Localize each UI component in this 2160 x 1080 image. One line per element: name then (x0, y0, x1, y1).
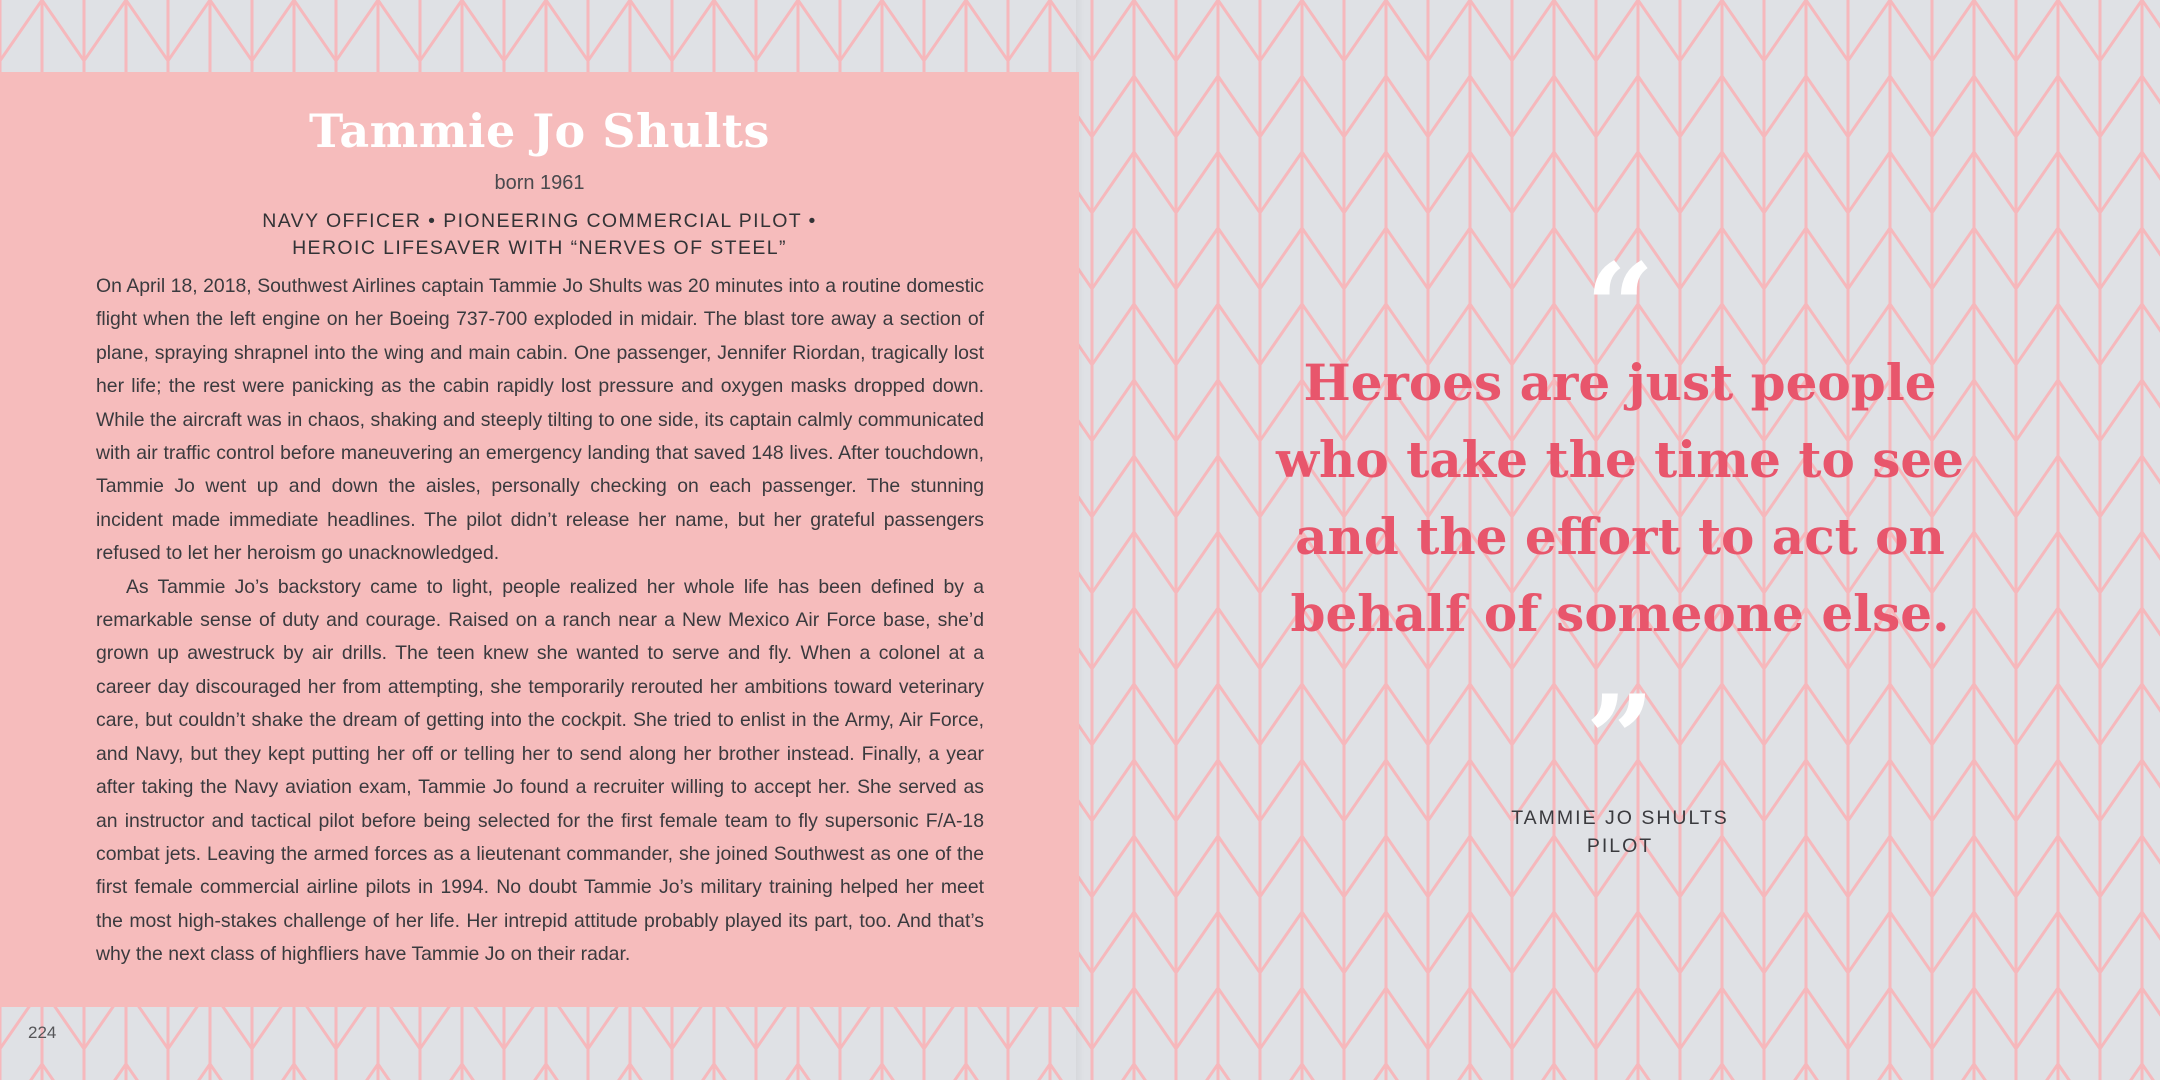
pull-quote-line: Heroes are just people (1303, 353, 1937, 412)
close-quote-mark: ” (1585, 669, 1655, 810)
attribution-title: PILOT (1586, 835, 1654, 857)
bio-roles (0, 208, 1079, 262)
bio-body (96, 270, 984, 972)
bio-roles-line: NAVY OFFICER • PIONEERING COMMERCIAL PILOT • (262, 210, 817, 232)
pull-quote-line: behalf of someone else. (1290, 584, 1950, 643)
pull-quote-line: who take the time to see (1275, 430, 1964, 489)
bio-roles-line: HEROIC LIFESAVER WITH “NERVES OF STEEL” (292, 237, 787, 259)
bio-paragraph: As Tammie Jo’s backstory came to light, people realized her whole life has been defined by a remarkable sense of duty and courage. Raised on a ranch near a New Mexico Air Force base, she’d grown up awestruck by air drills. The teen knew she wanted to serve and fly. When a colonel at a career day discouraged her from attempting, she temporarily rerouted her ambitions toward veterinary care, but couldn’t shake the dream of getting into the cockpit. She tried to enlist in the Army, Air Force, and Navy, but they kept putting her off or telling her to send along her brother instead. Finally, a year after taking the Navy aviation exam, Tammie Jo found a recruiter willing to accept her. She served as an instructor and tactical pilot before being selected for the first female team to fly supersonic F/A-18 combat jets. Leaving the armed forces as a lieutenant commander, she joined Southwest as one of the first female commercial airline pilots in 1994. No doubt Tammie Jo’s military training helped her meet the most high-stakes challenge of her life. Her intrepid attitude probably played its part, too. And that’s why the next class of highfliers have Tammie Jo on their radar. (96, 575, 984, 966)
biography-panel (0, 72, 1079, 1007)
bio-paragraph: On April 18, 2018, Southwest Airlines captain Tammie Jo Shults was 20 minutes into a routine domestic flight when the left engine on her Boeing 737-700 exploded in midair. The blast tore away a section of plane, spraying shrapnel into the wing and main cabin. One passenger, Jennifer Riordan, tragically lost her life; the rest were panicking as the cabin rapidly lost pressure and oxygen masks dropped down. While the aircraft was in chaos, shaking and steeply tilting to one side, its captain calmly communicated with air traffic control before maneuvering an emergency landing that saved 148 lives. After touchdown, Tammie Jo went up and down the aisles, personally checking on each passenger. The stunning incident made immediate headlines. The pilot didn’t release her name, but her grateful passengers refused to let her heroism go unacknowledged. (96, 275, 984, 565)
pull-quote-line: and the effort to act on (1295, 507, 1945, 566)
quote-attribution (1420, 804, 1820, 860)
pull-quote (1250, 344, 1990, 652)
bio-name-heading: Tammie Jo Shults (309, 104, 770, 158)
attribution-name: TAMMIE JO SHULTS (1511, 807, 1729, 829)
bio-born-year: born 1961 (494, 172, 585, 194)
page-number: 224 (28, 1023, 57, 1042)
open-quote-mark: “ (1585, 237, 1655, 378)
